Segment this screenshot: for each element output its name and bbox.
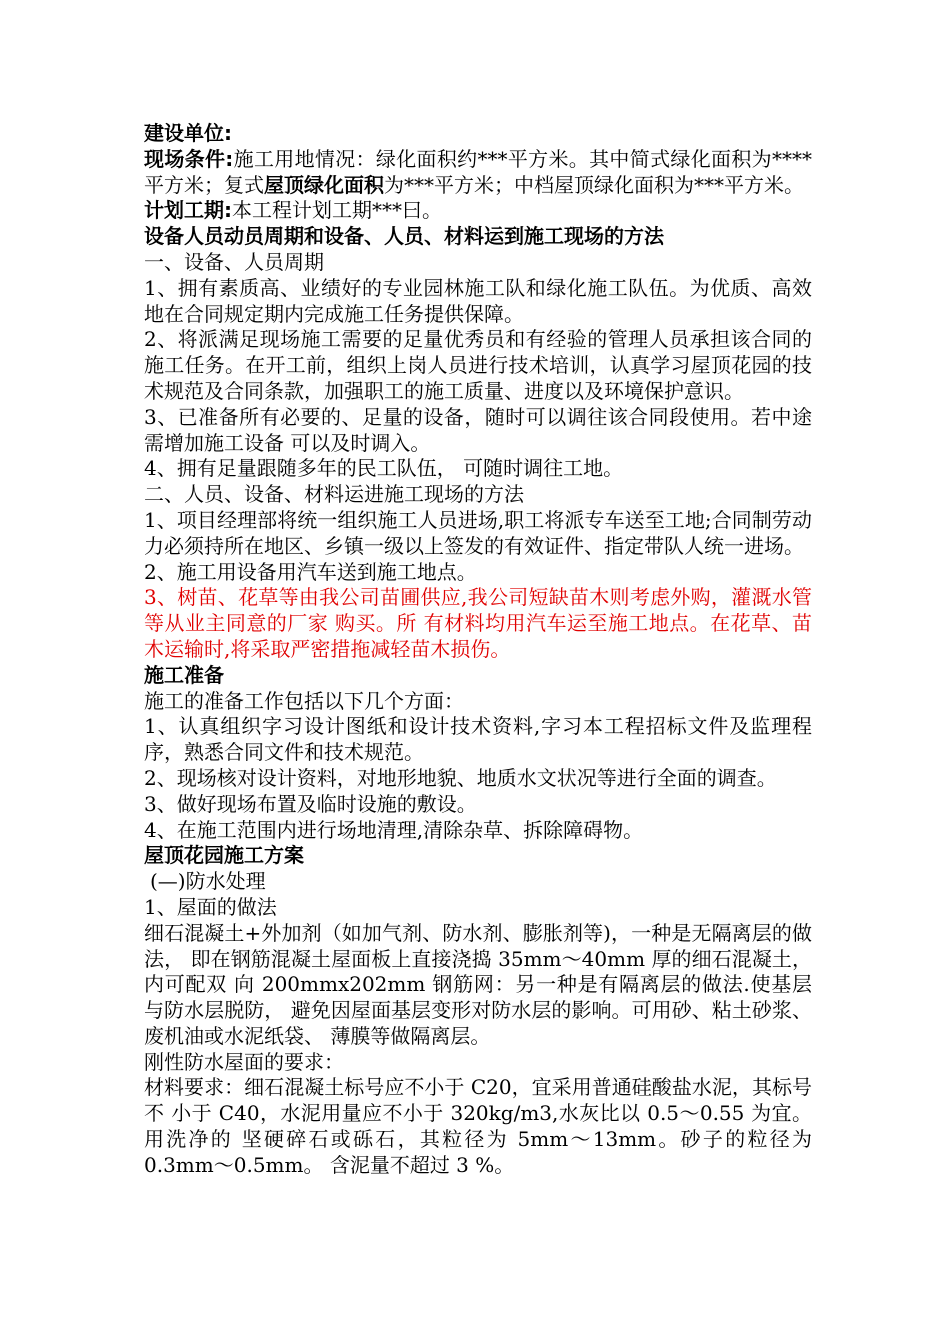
paragraph-material-requirements: 材料要求：细石混凝土标号应不小于 C20，宜采用普通硅酸盐水泥，其标号不 小于 C40，水泥用量应不小于 320kg/m3,水灰比以 0.5〜0.55 为宜。用洗净的 坚硬碎石或砾石，其粒径为 5mm〜13mm。砂子的粒径为 0.3mm〜0.5mm。 含泥量不超过 3 %。 — [144, 1075, 812, 1177]
section-heading-mobilization: 设备人员动员周期和设备、人员、材料运到施工现场的方法 — [144, 224, 664, 249]
preparation-item-4: 4、在施工范围内进行场地清理,清除杂草、拆除障碍物。 — [144, 817, 644, 842]
site-conditions-text-2: 为***平方米；中档屋顶绿化面积为***平方米。 — [384, 172, 804, 197]
subheading-transport-methods: 二、人员、设备、材料运进施工现场的方法 — [144, 482, 524, 507]
paragraph-concrete-method: 细石混凝土+外加剂（如加气剂、防水剂、膨胀剂等)，一种是无隔离层的做法， 即在钢筋混凝土屋面板上直接浇捣 35mm〜40mm 厚的细石混凝土，内可配双 向 200mmx202mm 钢筋网：另一种是有隔离层的做法.使基层与防水层脱防， 避免因屋面基层变形对防水层的影响。可用砂、粘土砂浆、废机油或水泥纸袋、 薄膜等做隔离层。 — [144, 920, 812, 1048]
paragraph-transport-2: 2、施工用设备用汽车送到施工地点。 — [144, 559, 477, 584]
site-conditions-text-1: 施工用地情况：绿化面积约***平方米。其中简式绿化面积为****平方米；复式 — [144, 146, 813, 197]
preparation-intro: 施工的准备工作包括以下几个方面： — [144, 688, 464, 713]
preparation-item-3: 3、做好现场布置及临时设施的敷设。 — [144, 791, 477, 816]
site-conditions-label: 现场条件: — [144, 146, 234, 171]
preparation-item-1: 1、认真组织字习设计图纸和设计技术资料,字习本工程招标文件及监理程序，熟悉合同文件和技术规范。 — [144, 714, 812, 765]
site-conditions-paragraph — [144, 147, 812, 199]
planned-duration-text: 本工程计划工期***曰。 — [232, 198, 442, 223]
section-heading-roof-garden-plan: 屋顶花园施工方案 — [144, 843, 304, 868]
construction-unit-label: 建设单位: — [144, 121, 232, 145]
subheading-equipment-personnel-cycle: 一、设备、人员周期 — [144, 249, 324, 274]
section-heading-preparation: 施工准备 — [144, 662, 224, 687]
roof-greening-area-bold: 屋顶绿化面积 — [264, 172, 384, 197]
subheading-waterproofing: (—)防水处理 — [150, 869, 266, 894]
planned-duration-label: 计划工期: — [144, 198, 232, 223]
planned-duration-line — [144, 198, 812, 224]
construction-unit-line — [144, 121, 812, 147]
paragraph-transport-1: 1、项目经理部将统一组织施工人员进场,职工将派专车送至工地;合同制劳动力必须持所在地区、乡镇一级以上签发的有效证件、指定带队人统一进场。 — [144, 507, 812, 558]
preparation-item-2: 2、现场核对设计资料，对地形地貌、地质水文状况等进行全面的调查。 — [144, 765, 777, 790]
paragraph-item-4: 4、拥有足量跟随多年的民工队伍， 可随时调往工地。 — [144, 456, 624, 481]
subheading-roof-method: 1、屋面的做法 — [144, 894, 277, 919]
paragraph-item-3: 3、已准备所有必要的、足量的设备，随时可以调往该合同段使用。若中途需增加施工设备 可以及时调入。 — [144, 404, 812, 455]
paragraph-item-2: 2、将派满足现场施工需要的足量优秀员和有经验的管理人员承担该合同的施工任务。在开工前，组织上岗人员进行技术培训，认真学习屋顶花园的技术规范及合同条款，加强职工的施工质量、进度以及环境保护意识。 — [144, 327, 812, 403]
document-body — [144, 121, 812, 1179]
subheading-rigid-waterproof-requirements: 刚性防水屋面的要求： — [144, 1049, 344, 1074]
paragraph-item-1: 1、拥有素质高、业绩好的专业园林施工队和绿化施工队伍。为优质、高效地在合同规定期内完成施工任务提供保障。 — [144, 275, 812, 326]
paragraph-transport-3-highlighted: 3、树苗、花草等由我公司苗圃供应,我公司短缺苗木则考虑外购，灌溉水管等从业主同意的厂家 购买。所 有材料均用汽车运至施工地点。在花草、苗木运输时,将采取严密措拖减轻苗木损伤。 — [144, 585, 812, 661]
